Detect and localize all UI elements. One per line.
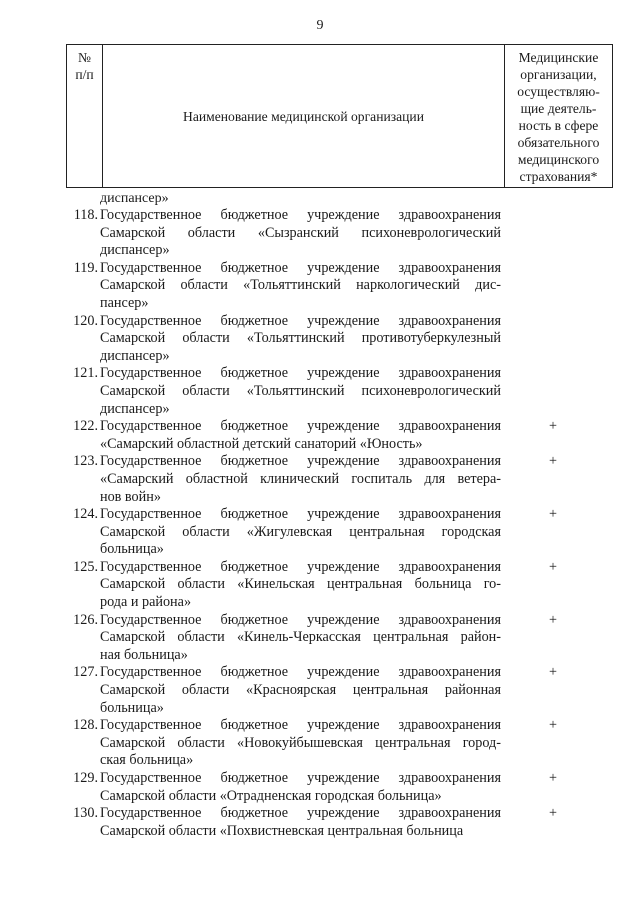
list-item <box>66 260 611 313</box>
organization-name-line: Самарской области «Кинель-Черкасская центральная район- <box>100 629 501 646</box>
organization-name-line: Самарской области «Похвистневская центральная больница <box>100 822 464 839</box>
organization-name-line: Государственное бюджетное учреждение здравоохранения <box>100 506 501 523</box>
item-number: 130. <box>73 805 98 822</box>
list-item <box>66 313 611 366</box>
insurance-mark: + <box>548 453 557 470</box>
organization-name-line: Государственное бюджетное учреждение здравоохранения <box>100 418 501 435</box>
organization-name-line: Государственное бюджетное учреждение здравоохранения <box>100 558 501 575</box>
list-item <box>66 770 611 805</box>
item-number: 128. <box>73 717 98 734</box>
header-med-line: организации, <box>520 67 597 82</box>
organization-name <box>100 805 501 840</box>
organization-name-line: Самарской области «Тольяттинский противотуберкулезный <box>100 330 501 347</box>
insurance-mark: + <box>548 805 557 822</box>
header-med-line: обязательного <box>517 135 600 150</box>
organization-name-line: Самарской области «Жигулевская центральная городская <box>100 523 501 540</box>
organization-name-line: «Самарский областной детский санаторий «Юность» <box>100 435 423 452</box>
item-number: 125. <box>73 558 98 575</box>
list-item <box>66 559 611 612</box>
header-medical-insurance-column <box>505 45 613 188</box>
header-number-line: п/п <box>75 67 94 82</box>
list-item <box>66 612 611 665</box>
organization-name-line: Государственное бюджетное учреждение здравоохранения <box>100 770 501 786</box>
item-number: 124. <box>73 506 98 523</box>
organization-name-line: Государственное бюджетное учреждение здравоохранения <box>100 805 501 822</box>
organization-name-line: Самарской области «Сызранский психоневрологический <box>100 224 501 241</box>
header-number-column <box>67 45 103 188</box>
item-number: 118. <box>73 207 98 223</box>
organization-name-line: Государственное бюджетное учреждение здравоохранения <box>100 664 501 681</box>
item-number: 126. <box>73 611 98 628</box>
organization-name-line: больница» <box>100 699 164 716</box>
organization-name-line: Государственное бюджетное учреждение здравоохранения <box>100 207 501 223</box>
insurance-mark: + <box>548 506 557 523</box>
organization-name <box>100 365 501 418</box>
organization-name-line: Государственное бюджетное учреждение здравоохранения <box>100 365 501 382</box>
organization-name <box>100 559 501 612</box>
organization-name-line: диспансер» <box>100 400 170 417</box>
organization-name-line: Государственное бюджетное учреждение здравоохранения <box>100 611 501 628</box>
insurance-mark: + <box>548 664 557 681</box>
organization-name-line: нов войн» <box>100 488 161 505</box>
organization-name-line: Государственное бюджетное учреждение здравоохранения <box>100 453 501 470</box>
organization-name-line: ная больница» <box>100 646 188 663</box>
organization-list <box>66 207 611 840</box>
organization-name <box>100 207 501 260</box>
organization-name-line: Государственное бюджетное учреждение здравоохранения <box>100 717 501 734</box>
organization-name <box>100 664 501 717</box>
insurance-mark: + <box>548 558 557 575</box>
organization-name-line: больница» <box>100 541 164 558</box>
page-number: 9 <box>316 18 324 33</box>
item-number: 129. <box>73 770 98 786</box>
list-item <box>66 453 611 506</box>
organization-name-line: диспансер» <box>100 242 170 259</box>
header-med-line: медицинского <box>517 152 600 167</box>
organization-name <box>100 453 501 506</box>
list-item <box>66 805 611 840</box>
organization-name <box>100 418 501 453</box>
insurance-mark: + <box>548 770 557 786</box>
list-item <box>66 207 611 260</box>
organization-name-line: Государственное бюджетное учреждение здравоохранения <box>100 312 501 329</box>
header-med-line: страхования* <box>519 169 598 184</box>
organization-name-line: Самарской области «Тольяттинский наркологический дис- <box>100 277 501 294</box>
continuation-line: диспансер» <box>100 191 169 206</box>
header-number-line: № <box>78 50 91 65</box>
header-med-line: Медицинские <box>518 50 599 65</box>
item-number: 127. <box>73 664 98 681</box>
header-med-line: ность в сфере <box>518 118 599 133</box>
organization-name-line: Самарской области «Красноярская центральная районная <box>100 682 501 699</box>
organization-name-line: диспансер» <box>100 347 170 364</box>
organization-name-line: Самарской области «Отрадненская городская больница» <box>100 787 442 804</box>
organization-name <box>100 313 501 366</box>
organization-name-line: Самарской области «Новокуйбышевская центральная город- <box>100 734 501 751</box>
organization-name-line: «Самарский областной клинический госпиталь для ветера- <box>100 470 501 487</box>
item-number: 119. <box>73 259 98 276</box>
list-item <box>66 717 611 770</box>
organization-name <box>100 506 501 559</box>
organization-name <box>100 260 501 313</box>
organization-name-line: пансер» <box>100 294 149 311</box>
item-number: 120. <box>73 312 98 329</box>
organization-name <box>100 770 501 805</box>
item-number: 123. <box>73 453 98 470</box>
organization-name <box>100 612 501 665</box>
header-name-column: Наименование медицинской организации <box>103 45 505 188</box>
organization-name-line: Самарской области «Тольяттинский психоневрологический <box>100 382 501 399</box>
table-header <box>66 44 613 188</box>
item-number: 121. <box>73 365 98 382</box>
list-item <box>66 506 611 559</box>
insurance-mark: + <box>548 418 557 435</box>
item-number: 122. <box>73 418 98 435</box>
insurance-mark: + <box>548 717 557 734</box>
organization-name-line: Самарской области «Кинельская центральная больница го- <box>100 576 501 593</box>
organization-name-line: рода и района» <box>100 594 192 611</box>
list-item <box>66 664 611 717</box>
header-med-line: осуществляю- <box>517 84 600 99</box>
list-item <box>66 418 611 453</box>
organization-name-line: Государственное бюджетное учреждение здравоохранения <box>100 259 501 276</box>
list-item <box>66 365 611 418</box>
header-med-line: щие деятель- <box>520 101 597 116</box>
organization-name-line: ская больница» <box>100 752 194 769</box>
insurance-mark: + <box>548 611 557 628</box>
organization-name <box>100 717 501 770</box>
